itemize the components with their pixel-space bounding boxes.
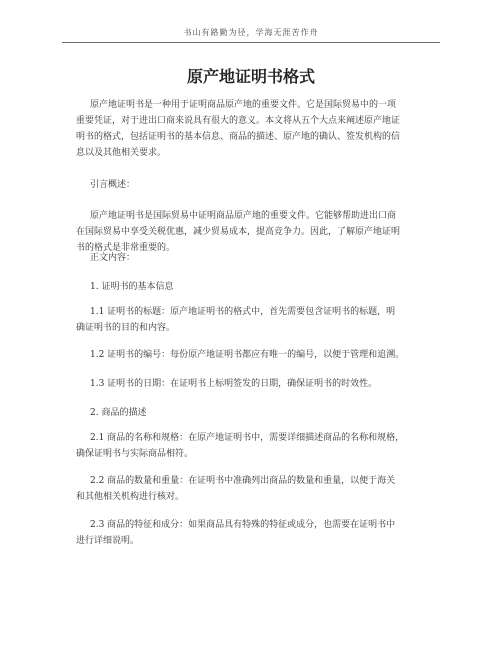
text-line: 重要凭证，对于进出口商来说具有很大的意义。本文将从五个大点来阐述原产地证 (76, 116, 401, 126)
header-divider (62, 42, 440, 43)
text-line: 2.1 商品的名称和规格：在原产地证明书中，需要详细描述商品的名称和规格， (90, 433, 405, 443)
section-2-1 (0, 430, 404, 462)
text-line: 2.3 商品的特征和成分：如果商品具有特殊的特征或成分，也需要在证明书中 (90, 520, 396, 530)
text-line: 引言概述： (90, 180, 136, 190)
text-line: 在国际贸易中享受关税优惠，减少贸易成本，提高竞争力。因此，了解原产地证明 (76, 227, 401, 237)
section-2-3 (0, 517, 395, 549)
overview-heading (0, 177, 135, 193)
text-line: 正文内容： (90, 253, 136, 263)
text-line: 原产地证明书是国际贸易中证明商品原产地的重要文件。它能够帮助进出口商 (90, 211, 397, 221)
section-2-2 (0, 473, 395, 505)
text-line: 确证明书的目的和内容。 (76, 323, 176, 333)
text-line: 进行详细说明。 (76, 536, 140, 546)
text-line: 和其他相关机构进行核对。 (76, 492, 185, 502)
page-header: 书山有路勤为径，学海无涯苦作舟 (183, 28, 319, 37)
section-1-2 (0, 347, 404, 363)
body-heading (0, 250, 135, 266)
text-line: 2. 商品的描述 (90, 408, 147, 418)
text-line: 书的格式是非常重要的。 (76, 243, 176, 253)
text-line: 明书的格式，包括证明书的基本信息、商品的描述、原产地的确认、签发机构的信 (76, 132, 401, 142)
text-line: 1.3 证明书的日期：在证明书上标明签发的日期，确保证明书的时效性。 (90, 379, 378, 389)
section-1-3 (0, 376, 377, 392)
document-title: 原产地证明书格式 (186, 67, 315, 86)
text-line: 2.2 商品的数量和重量：在证明书中准确列出商品的数量和重量，以便于海关 (90, 476, 396, 486)
overview-paragraph (0, 208, 400, 256)
section-2-heading (0, 405, 146, 421)
text-line: 1.2 证明书的编号：每份原产地证明书都应有唯一的编号，以便于管理和追溯。 (90, 350, 405, 360)
section-1-1 (0, 304, 395, 336)
intro-paragraph (0, 97, 400, 161)
text-line: 确保证明书与实际商品相符。 (76, 449, 194, 459)
text-line: 息以及其他相关要求。 (76, 148, 167, 158)
section-1-heading (0, 279, 173, 295)
text-line: 原产地证明书是一种用于证明商品原产地的重要文件。它是国际贸易中的一项 (90, 100, 397, 110)
text-line: 1.1 证明书的标题：原产地证明书的格式中，首先需要包含证明书的标题，明 (90, 307, 396, 317)
text-line: 1. 证明书的基本信息 (90, 282, 174, 292)
